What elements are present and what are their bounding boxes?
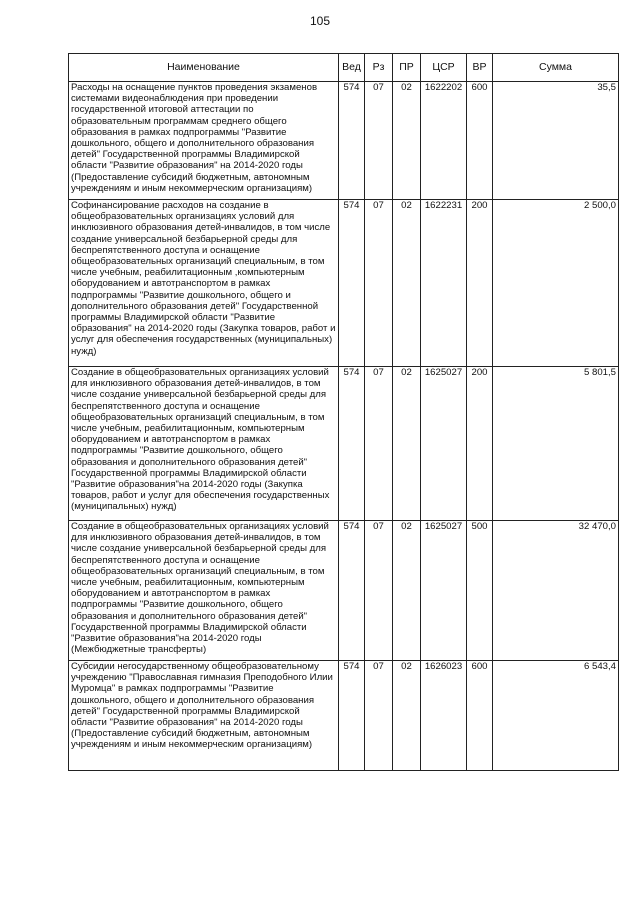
table-row [69, 521, 619, 661]
row-pr: 02 [393, 82, 421, 200]
row-sum: 35,5 [493, 82, 619, 200]
row-pr: 02 [393, 367, 421, 521]
row-csr: 1625027 [421, 521, 467, 661]
row-name: Создание в общеобразовательных организациях условий для инклюзивного образования детей-инвалидов, в том числе создание универсальной безбарьерной среды для беспрепятственного доступа и оснащение общеобразовательных организаций специальным, в том числе учебным, реабилитационным, компьютерным оборудованием и автотранспортом в рамках подпрограммы "Развитие дошкольного, общего образования и дополнительного образования детей" Государственной программы Владимирской области "Развитие образования"на 2014-2020 годы (Закупка товаров, работ и услуг для обеспечения государственных (муниципальных) нужд) [69, 367, 339, 521]
row-csr: 1625027 [421, 367, 467, 521]
row-name: Расходы на оснащение пунктов проведения экзаменов системами видеонаблюдения при проведении государственной итоговой аттестации по образовательным программам среднего общего образования в рамках подпрограммы "Развитие дошкольного, общего и дополнительного образования детей" Государственной программы Владимирской области "Развитие образования" на 2014-2020 годы (Предоставление субсидий бюджетным, автономным учреждениям и иным некоммерческим организациям) [69, 82, 339, 200]
table-row [69, 82, 619, 200]
row-csr: 1622231 [421, 200, 467, 367]
row-vr: 500 [467, 521, 493, 661]
row-rz: 07 [365, 82, 393, 200]
row-rz: 07 [365, 661, 393, 771]
row-vr: 600 [467, 82, 493, 200]
row-ved: 574 [339, 82, 365, 200]
row-csr: 1622202 [421, 82, 467, 200]
table-row [69, 200, 619, 367]
row-pr: 02 [393, 661, 421, 771]
row-name: Софинансирование расходов на создание в общеобразовательных организациях условий для инклюзивного образования детей-инвалидов, в том числе создание универсальной безбарьерной среды для беспрепятственного доступа и оснащение общеобразовательных организаций специальным, в том числе учебным, реабилитационным ,компьютерным оборудованием и автотранспортом в рамках подпрограммы "Развитие дошкольного, общего и дополнительного образования детей" Государственной программы Владимирской области "Развитие образования" на 2014-2020 годы (Закупка товаров, работ и услуг для обеспечения государственных (муниципальных) нужд) [69, 200, 339, 367]
header-ved: Вед [339, 54, 365, 82]
header-rz: Рз [365, 54, 393, 82]
budget-table [68, 53, 619, 771]
row-pr: 02 [393, 521, 421, 661]
row-ved: 574 [339, 367, 365, 521]
row-rz: 07 [365, 521, 393, 661]
row-sum: 32 470,0 [493, 521, 619, 661]
page-number: 105 [309, 14, 331, 28]
header-name: Наименование [69, 54, 339, 82]
row-vr: 200 [467, 367, 493, 521]
row-vr: 200 [467, 200, 493, 367]
header-csr: ЦСР [421, 54, 467, 82]
row-sum: 2 500,0 [493, 200, 619, 367]
row-ved: 574 [339, 661, 365, 771]
table-header-row [69, 54, 619, 82]
header-vr: ВР [467, 54, 493, 82]
table-row [69, 367, 619, 521]
header-pr: ПР [393, 54, 421, 82]
row-pr: 02 [393, 200, 421, 367]
row-name: Создание в общеобразовательных организациях условий для инклюзивного образования детей-инвалидов, в том числе создание универсальной безбарьерной среды для беспрепятственного доступа и оснащение общеобразовательных организаций специальным, в том числе учебным, реабилитационным, компьютерным оборудованием и автотранспортом в рамках подпрограммы "Развитие дошкольного, общего образования и дополнительного образования детей" Государственной программы Владимирской области "Развитие образования"на 2014-2020 годы (Межбюджетные трансферты) [69, 521, 339, 661]
row-ved: 574 [339, 521, 365, 661]
row-sum: 5 801,5 [493, 367, 619, 521]
row-rz: 07 [365, 200, 393, 367]
row-name: Субсидии негосударственному общеобразовательному учреждению "Православная гимназия Преподобного Илии Муромца" в рамках подпрограммы "Развитие дошкольного, общего и дополнительного образования детей" Государственной программы Владимирской области "Развитие образования" на 2014-2020 годы (Предоставление субсидий бюджетным, автономным учреждениям и иным некоммерческим организациям) [69, 661, 339, 771]
row-rz: 07 [365, 367, 393, 521]
row-ved: 574 [339, 200, 365, 367]
row-sum: 6 543,4 [493, 661, 619, 771]
table-row [69, 661, 619, 771]
row-vr: 600 [467, 661, 493, 771]
header-sum: Сумма [493, 54, 619, 82]
row-csr: 1626023 [421, 661, 467, 771]
